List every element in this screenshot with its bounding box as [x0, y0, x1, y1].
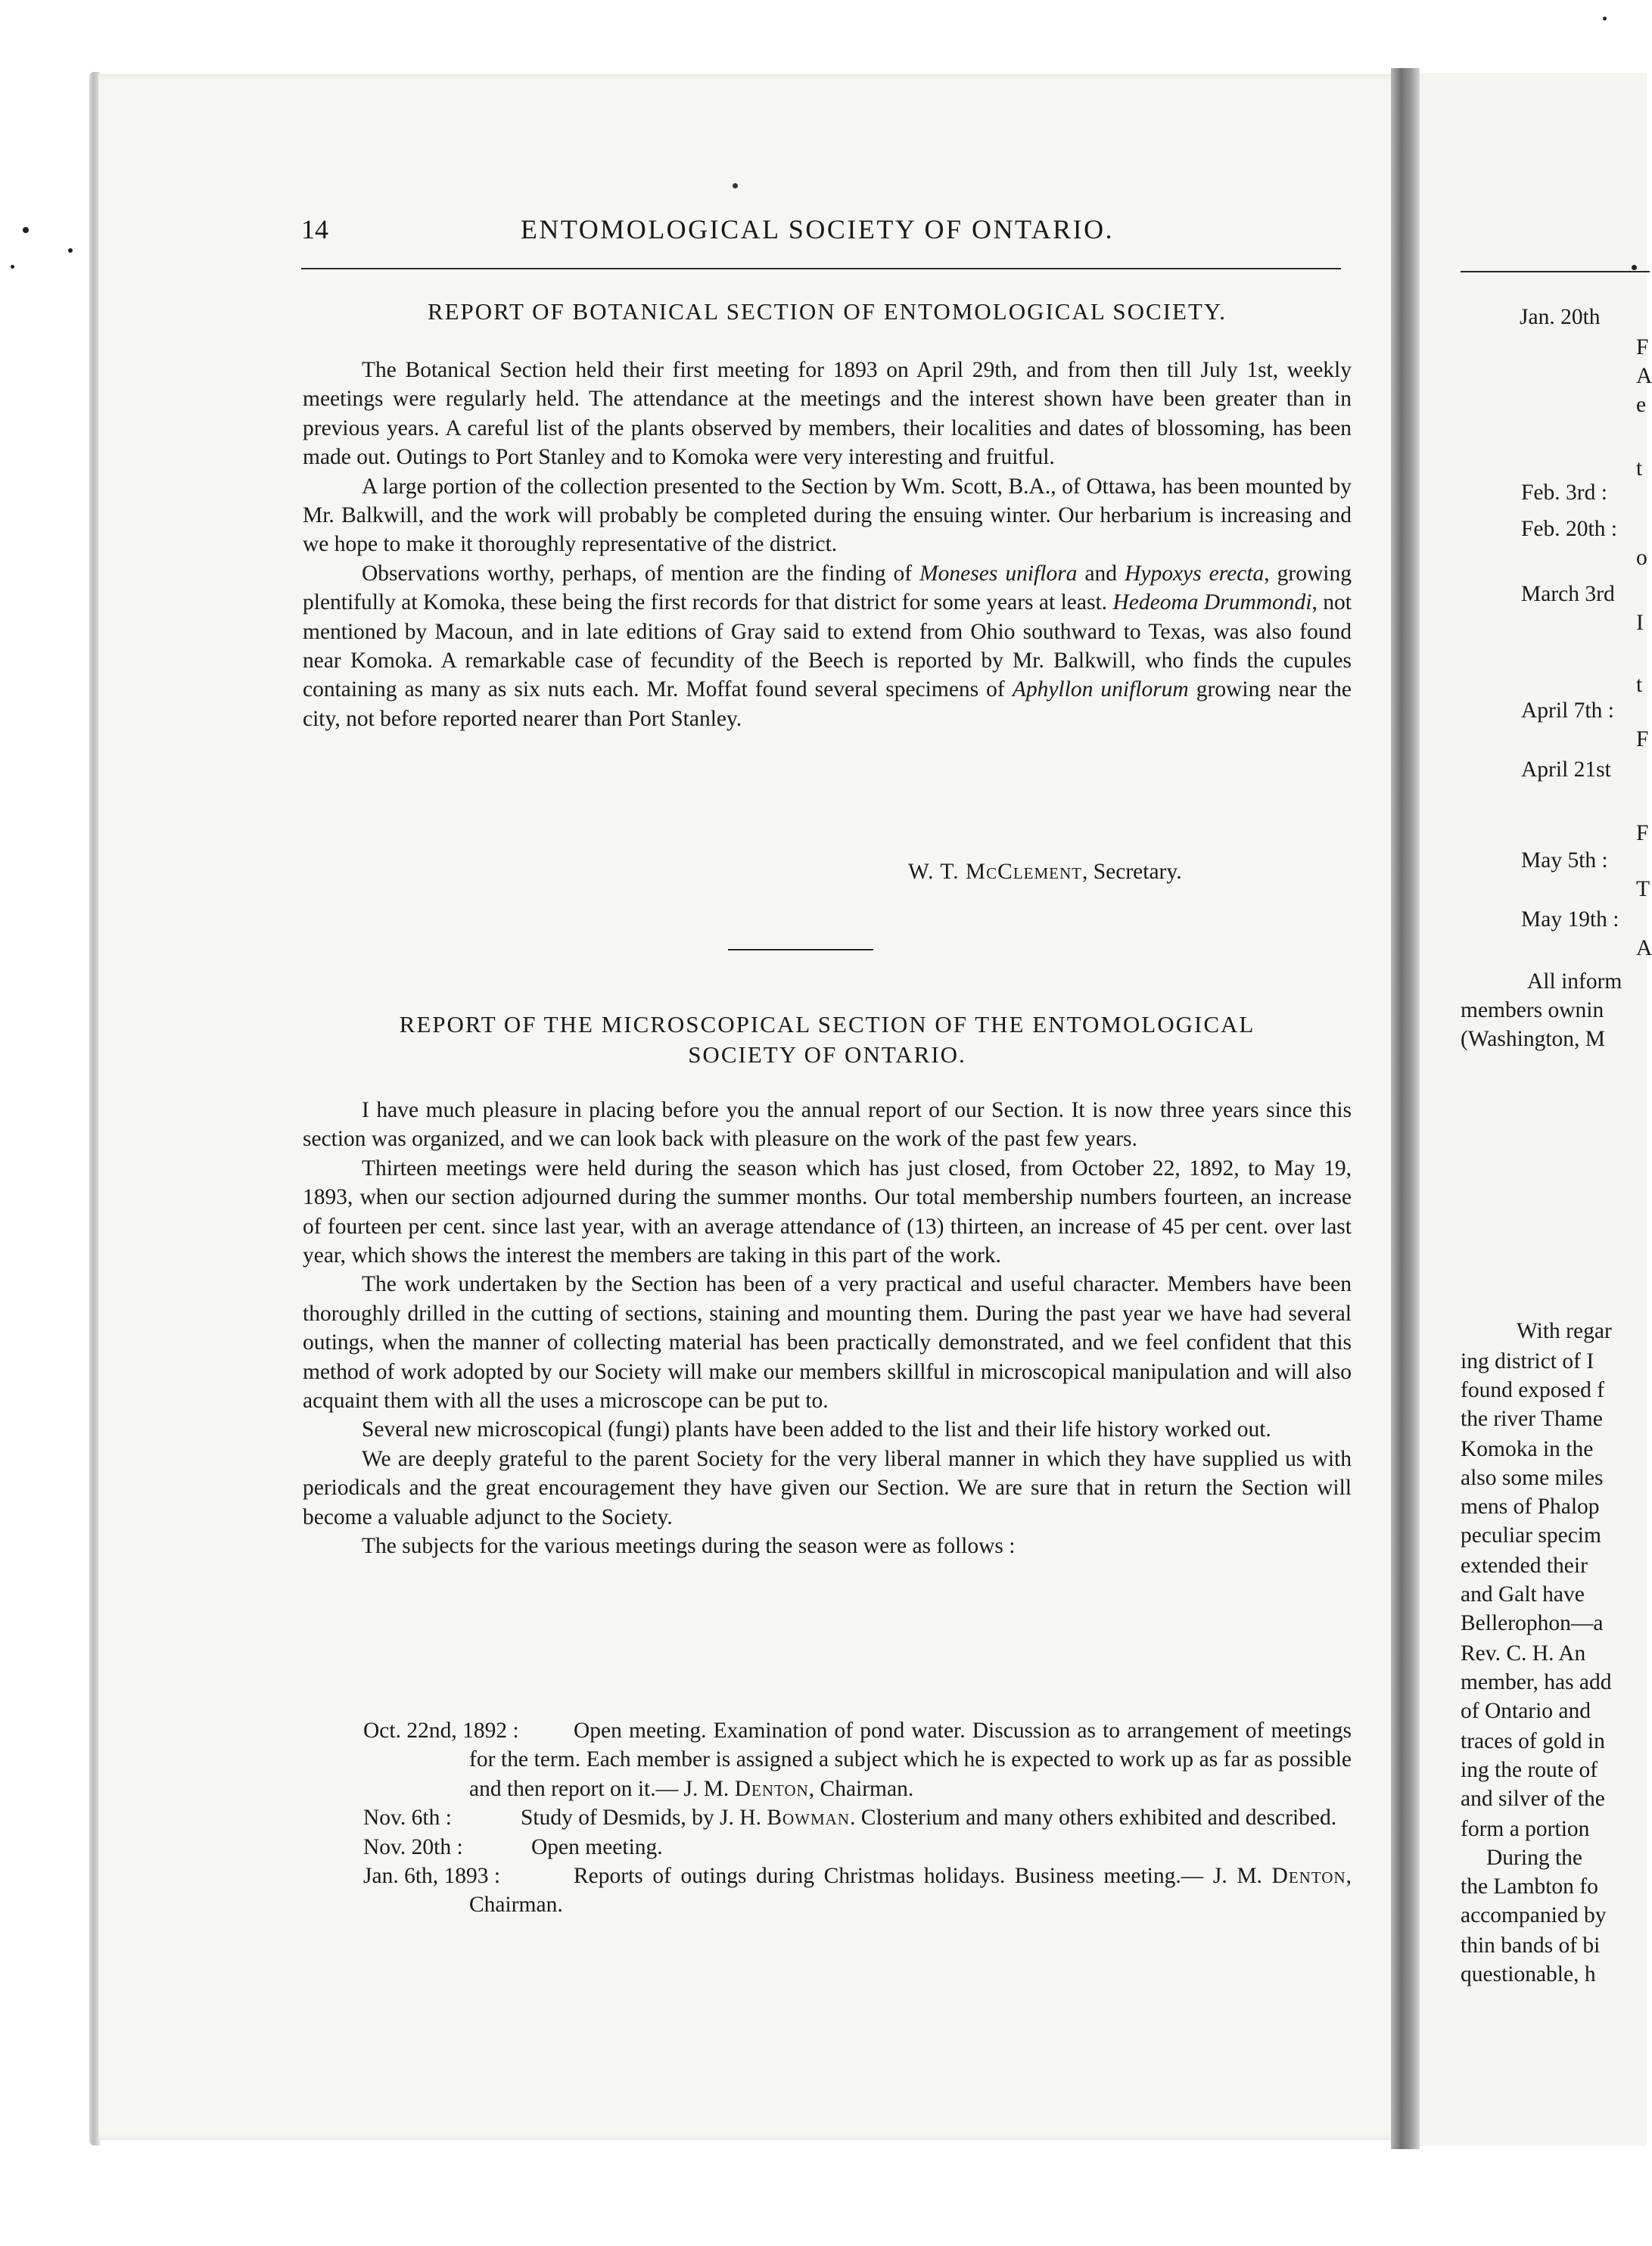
- botanical-paragraph-2: A large portion of the collection presented to the Section by Wm. Scott, B.A., of Ottawa, has been mounted by Mr. Balkwill, and the work will probably be completed during the ensuing winter. Our herbarium is increasing and we hope to make it thoroughly representative of the district.: [303, 474, 1352, 557]
- right-page-fragment: Rev. C. H. An: [1461, 1641, 1586, 1666]
- meeting-entry: [303, 1803, 1352, 1832]
- botanical-signature: [908, 860, 1182, 885]
- running-head: ENTOMOLOGICAL SOCIETY OF ONTARIO.: [520, 214, 1115, 244]
- right-page-fragment: traces of gold in: [1461, 1729, 1605, 1753]
- right-page-header-rule: [1461, 271, 1650, 272]
- right-page-fragment: T: [1636, 877, 1650, 901]
- right-page-fragment: A: [1636, 364, 1652, 388]
- title-line: REPORT OF THE MICROSCOPICAL SECTION OF THE ENTOMOLOGICAL: [399, 1011, 1255, 1037]
- right-page-fragment: F: [1636, 335, 1649, 359]
- meeting-entry: [303, 1716, 1352, 1803]
- section-divider: [728, 949, 873, 950]
- dust-speck: [1632, 265, 1637, 270]
- meeting-text: [469, 1803, 1352, 1832]
- right-page-fragment: April 7th :: [1521, 698, 1614, 723]
- page-number: 14: [301, 214, 328, 244]
- right-page-fragment: accompanied by: [1461, 1903, 1607, 1927]
- right-page-fragment: April 21st: [1521, 757, 1611, 782]
- right-page-fragment: May 5th :: [1521, 848, 1608, 873]
- dust-speck: [11, 265, 14, 269]
- dust-speck: [68, 248, 73, 253]
- microscopical-paragraph-2: Thirteen meetings were held during the season which has just closed, from October 22, 1892, to May 19, 1893, when our section adjourned during the summer months. Our total membership numbers fourteen, an increase of fourteen per cent. since last year, with an average attendance of (13) thirteen, an increase of 45 per cent. over last year, which shows the interest the members are taking in this part of the work.: [303, 1156, 1352, 1268]
- right-page-fragment: Jan. 20th: [1520, 305, 1601, 329]
- meeting-date: Nov. 6th :: [363, 1806, 452, 1831]
- dust-speck: [23, 227, 29, 233]
- right-page-fragment: I: [1636, 611, 1644, 635]
- right-page-fragment: extended their: [1461, 1554, 1588, 1578]
- right-page-fragment: t: [1636, 456, 1643, 481]
- right-page-fragment: members ownin: [1461, 998, 1604, 1022]
- signatory-name: W. T. McClement: [908, 860, 1082, 884]
- right-page-fragment: the river Thame: [1461, 1407, 1603, 1431]
- botanical-paragraph-1: The Botanical Section held their first meeting for 1893 on April 29th, and from then till July 1st, weekly meetings were regularly held. The attendance at the meetings and the interest shown have been greater than in previous years. A careful list of the plants observed by members, their localities and dates of blossoming, has been made out. Outings to Port Stanley and to Komoka were very interesting and fruitful.: [303, 358, 1352, 470]
- text-run: , growing plentifully at Komoka, these being the first records for that district for some years at least.: [303, 561, 1352, 615]
- right-page-fragment: thin bands of bi: [1461, 1933, 1601, 1958]
- right-page-fragment: F: [1636, 821, 1649, 845]
- person-name: Denton: [1271, 1864, 1346, 1889]
- right-page-fragment: mens of Phalop: [1461, 1495, 1600, 1519]
- right-page-fragment: form a portion: [1461, 1817, 1590, 1841]
- right-page-fragment: the Lambton fo: [1461, 1874, 1598, 1899]
- title-line: SOCIETY OF ONTARIO.: [688, 1041, 966, 1068]
- species-name: Moneses uniflora: [919, 561, 1078, 586]
- species-name: Aphyllon uniflorum: [1012, 677, 1189, 702]
- species-name: Hedeoma Drummondi: [1112, 590, 1312, 615]
- signatory-title: , Secretary.: [1082, 860, 1182, 884]
- text-run: Study of Desmids, by J. H.: [521, 1806, 767, 1831]
- right-page-fragment: of Ontario and: [1461, 1699, 1591, 1723]
- right-page-fragment: During the: [1486, 1846, 1582, 1870]
- right-page-fragment: peculiar specim: [1461, 1523, 1601, 1548]
- right-page-fragment: F: [1636, 727, 1649, 751]
- right-page-fragment: questionable, h: [1461, 1962, 1596, 1986]
- text-run: , not mentioned by Macoun, and in late editions of Gray said to extend from Ohio southward to Texas, was also found near Komoka. A remarkable case of fecundity of the Beech is reported by Mr. Balkwill, who finds the cupules containing as many as six nuts each. Mr. Moffat found several specimens of: [303, 590, 1352, 702]
- microscopical-report: [303, 1096, 1352, 1561]
- header-rule: [301, 268, 1341, 269]
- meeting-list: [303, 1716, 1352, 1920]
- text-run: Open meeting. Examination of pond water. Discussion as to arrangement of meetings for the term. Each member is assigned a subject which he is expected to work up as far as possible and then report on it.— J. M.: [469, 1719, 1352, 1801]
- meeting-date: Oct. 22nd, 1892 :: [363, 1719, 519, 1743]
- microscopical-paragraph-5: We are deeply grateful to the parent Society for the very liberal manner in which they have supplied us with periodicals and the great encouragement they have given our Section. We are sure that in return the Section will become a valuable adjunct to the Society.: [303, 1446, 1352, 1529]
- text-run: . Closterium and many others exhibited and described.: [850, 1806, 1337, 1831]
- right-page-fragment: found exposed f: [1461, 1378, 1605, 1402]
- microscopical-paragraph-3: The work undertaken by the Section has been of a very practical and useful character. Members have been thoroughly drilled in the cutting of sections, staining and mounting them. During the past year we have had several outings, when the manner of collecting material has been practically demonstrated, and we feel confident that this method of work adopted by our Society will make our members skillful in microscopical manipulation and will also acquaint them with all the uses a microscope can be put to.: [303, 1272, 1352, 1414]
- text-run: , Chairman.: [469, 1864, 1352, 1918]
- microscopical-section-title: [303, 1009, 1352, 1070]
- text-run: Observations worthy, perhaps, of mention are the finding of: [362, 561, 920, 586]
- botanical-report: [303, 356, 1352, 733]
- book-gutter: [1391, 68, 1420, 2149]
- meeting-text: [469, 1862, 1352, 1920]
- text-run: , Chairman.: [808, 1776, 914, 1801]
- meeting-entry: [303, 1833, 1352, 1862]
- meeting-entry: [303, 1862, 1352, 1920]
- microscopical-paragraph-6: The subjects for the various meetings during the season were as follows :: [362, 1534, 1016, 1559]
- text-run: Open meeting.: [531, 1834, 663, 1859]
- right-page-fragment: With regar: [1517, 1319, 1612, 1343]
- microscopical-paragraph-1: I have much pleasure in placing before you the annual report of our Section. It is now three years since this section was organized, and we can look back with pleasure on the work of the past few years.: [303, 1098, 1352, 1152]
- right-page-fragment: Feb. 20th :: [1521, 517, 1618, 541]
- right-page-fragment: All inform: [1527, 969, 1622, 994]
- text-run: and: [1077, 561, 1125, 586]
- right-page-fragment: (Washington, M: [1461, 1027, 1606, 1051]
- right-page-fragment: e: [1636, 393, 1647, 417]
- right-page-fragment: May 19th :: [1521, 907, 1619, 932]
- right-page-fragment: Feb. 3rd :: [1521, 481, 1607, 505]
- person-name: Denton: [734, 1776, 809, 1801]
- meeting-text: [469, 1716, 1352, 1803]
- right-page-fragment: Komoka in the: [1461, 1437, 1594, 1461]
- text-run: growing near the city, not before reported nearer than Port Stanley.: [303, 677, 1352, 731]
- ink-dot: [733, 183, 738, 188]
- right-page-fragment: Bellerophon—a: [1461, 1611, 1604, 1635]
- microscopical-paragraph-4: Several new microscopical (fungi) plants have been added to the list and their life history worked out.: [362, 1417, 1271, 1442]
- right-page-fragment: o: [1636, 546, 1647, 570]
- botanical-paragraph-3: [303, 559, 1352, 733]
- right-page-fragment: ing the route of: [1461, 1758, 1598, 1782]
- right-page-fragment: t: [1636, 673, 1643, 697]
- right-page-fragment: A: [1636, 936, 1652, 960]
- botanical-section-title: REPORT OF BOTANICAL SECTION OF ENTOMOLOGICAL SOCIETY.: [427, 298, 1227, 325]
- text-run: Reports of outings during Christmas holidays. Business meeting.— J. M.: [574, 1864, 1272, 1889]
- meeting-date: Nov. 20th :: [363, 1834, 463, 1859]
- person-name: Bowman: [767, 1806, 851, 1831]
- meeting-date: Jan. 6th, 1893 :: [363, 1864, 501, 1889]
- right-page-fragment: and Galt have: [1461, 1582, 1585, 1607]
- right-page-fragment: also some miles: [1461, 1466, 1604, 1490]
- right-page-fragment: ing district of I: [1461, 1349, 1594, 1373]
- right-page-fragment: member, has add: [1461, 1670, 1612, 1694]
- dust-speck: [1603, 17, 1607, 20]
- species-name: Hypoxys erecta: [1125, 561, 1265, 586]
- meeting-text: [469, 1833, 1352, 1862]
- right-page-fragment: and silver of the: [1461, 1787, 1605, 1811]
- right-page-fragment: March 3rd: [1521, 582, 1615, 606]
